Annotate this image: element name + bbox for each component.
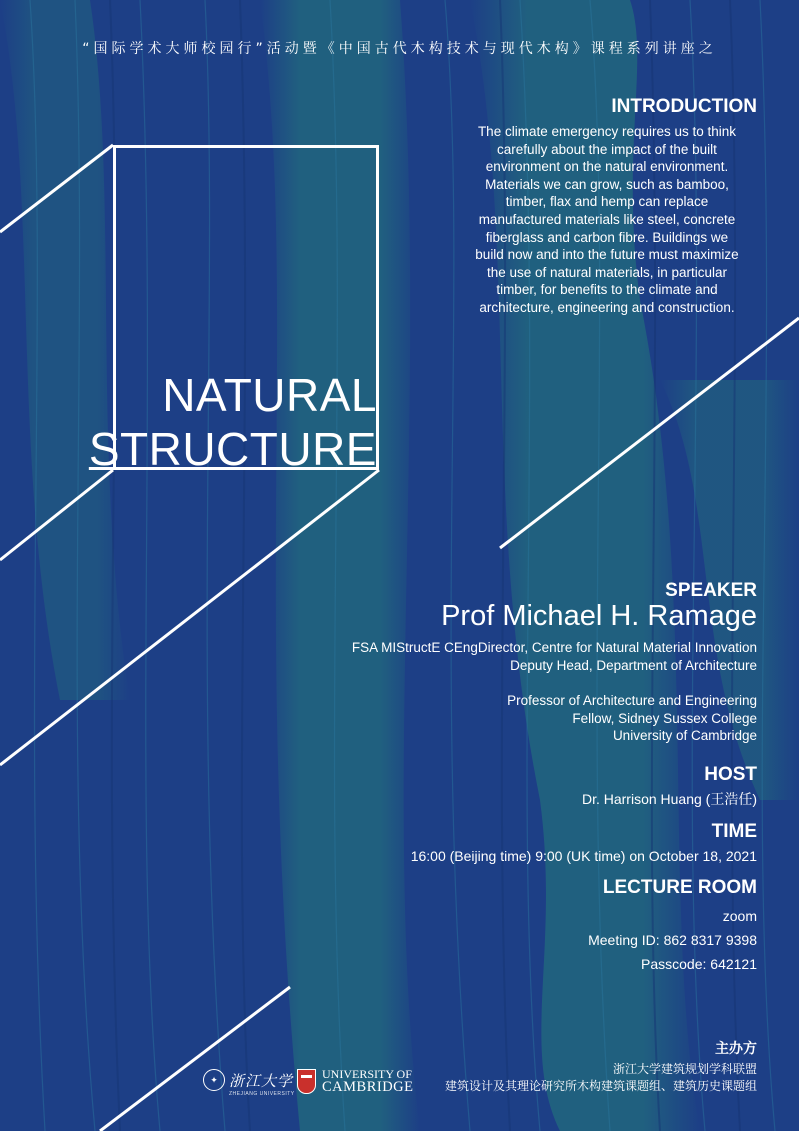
speaker-heading: SPEAKER [665, 580, 757, 601]
zju-seal-icon: ✦ [203, 1069, 225, 1091]
organizer-line: 浙江大学建筑规划学科联盟 [612, 1062, 757, 1076]
title-line-2: STRUCTURE [88, 423, 377, 475]
speaker-title-line: FSA MIStructE CEngDirector, Centre for Natural Material Innovation [351, 640, 757, 655]
introduction-heading: INTRODUCTION [611, 96, 757, 117]
introduction-text [457, 123, 757, 317]
introduction-line: fiberglass and carbon fibre. Buildings we [485, 229, 729, 245]
lecture-room-platform: zoom [722, 908, 757, 924]
time-heading: TIME [711, 821, 757, 842]
organizer-line: 建筑设计及其理论研究所木构建筑课题组、建筑历史课题组 [444, 1079, 757, 1093]
speaker-affiliation-line: University of Cambridge [612, 728, 757, 744]
cambridge-logo [297, 1068, 414, 1094]
organizer-heading: 主办方 [715, 1041, 757, 1057]
event-banner: “国际学术大师校园行”活动暨《中国古代木构技术与现代木构》课程系列讲座之 [82, 41, 717, 57]
introduction-line: the use of natural materials, in particular [486, 264, 728, 280]
lecture-room-details [588, 904, 757, 976]
passcode: Passcode: 642121 [641, 956, 757, 972]
organizer-list [445, 1061, 757, 1095]
lecture-room-heading: LECTURE ROOM [602, 877, 757, 898]
cambridge-line-2: CAMBRIDGE [322, 1079, 414, 1095]
introduction-line: architecture, engineering and construction. [479, 299, 735, 315]
speaker-name: Prof Michael H. Ramage [441, 600, 757, 632]
time-value: 16:00 (Beijing time) 9:00 (UK time) on October 18, 2021 [410, 848, 757, 864]
zju-subtitle: ZHEJIANG UNIVERSITY [229, 1091, 295, 1097]
introduction-line: carefully about the impact of the built [497, 141, 717, 157]
speaker-title-line: Deputy Head, Department of Architecture [510, 657, 757, 673]
speaker-affiliation-line: Fellow, Sidney Sussex College [572, 710, 757, 726]
introduction-line: Materials we can grow, such as bamboo, [485, 176, 729, 192]
introduction-line: timber, flax and hemp can replace [505, 194, 709, 210]
host-heading: HOST [704, 764, 757, 785]
introduction-line: environment on the natural environment. [485, 159, 729, 175]
title-line-1: NATURAL [162, 369, 377, 421]
cambridge-line-1: UNIVERSITY OF [322, 1067, 412, 1081]
speaker-titles [352, 639, 757, 674]
introduction-line: manufactured materials like steel, concrete [478, 211, 736, 227]
introduction-line: timber, for benefits to the climate and [496, 282, 718, 298]
cambridge-wordmark [322, 1068, 414, 1094]
title-frame [113, 145, 379, 470]
zju-calligraphy-text: 浙江大学 [229, 1071, 294, 1090]
cambridge-shield-icon [297, 1069, 316, 1094]
speaker-affiliation-line: Professor of Architecture and Engineering [507, 693, 757, 708]
introduction-line: build now and into the future must maximize [475, 247, 739, 263]
introduction-line: The climate emergency requires us to think [477, 124, 737, 139]
meeting-id: Meeting ID: 862 8317 9398 [588, 932, 757, 948]
host-name: Dr. Harrison Huang (王浩任) [581, 791, 757, 807]
zhejiang-university-logo [203, 1069, 295, 1097]
speaker-affiliations [507, 692, 757, 745]
